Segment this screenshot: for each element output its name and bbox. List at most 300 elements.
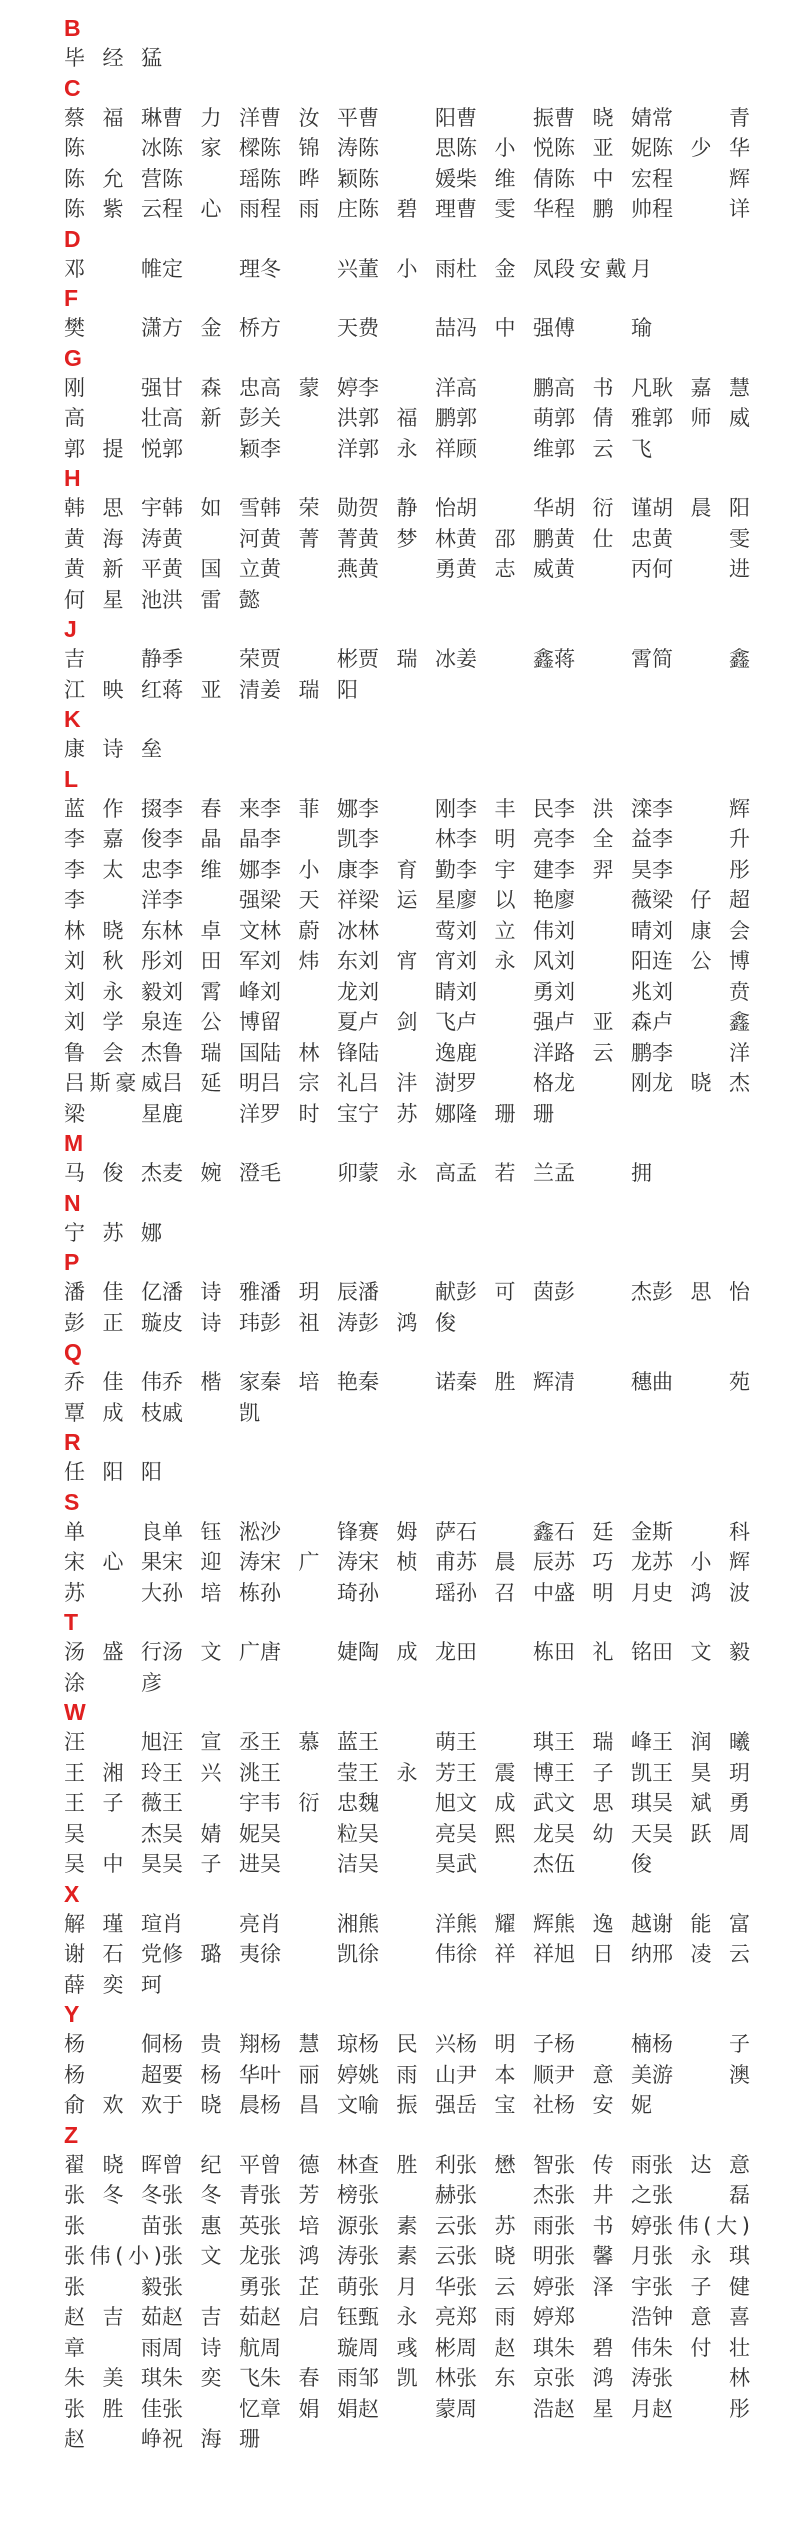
person-name: 李 洋 bbox=[64, 888, 162, 912]
person-name: 苏巧龙 bbox=[554, 1550, 652, 1574]
letter-section bbox=[64, 464, 790, 615]
person-name: 黄梦林 bbox=[358, 526, 456, 551]
person-name: 杨民兴 bbox=[358, 2032, 456, 2056]
person-name: 钟意喜 bbox=[652, 2305, 750, 2329]
person-name: 蒙永高 bbox=[358, 1161, 456, 1185]
person-name: 林卓文 bbox=[162, 918, 260, 943]
person-name: 王 萌 bbox=[358, 1730, 456, 1754]
person-name: 吕宗礼 bbox=[260, 1071, 358, 1095]
person-name: 路云鹏 bbox=[554, 1040, 652, 1065]
name-row bbox=[64, 2211, 790, 2242]
person-name: 董小雨 bbox=[358, 256, 456, 281]
person-name: 吕斯豪威 bbox=[64, 1071, 162, 1095]
person-name: 姜瑞阳 bbox=[260, 677, 358, 702]
section-letter: F bbox=[64, 285, 79, 311]
person-name: 王慕蓝 bbox=[260, 1730, 358, 1754]
person-name: 王湘玲 bbox=[64, 1760, 162, 1785]
person-name: 蔡福琳 bbox=[64, 105, 162, 130]
person-name: 曹雯华 bbox=[456, 197, 554, 221]
person-name: 吴幼天 bbox=[554, 1821, 652, 1846]
person-name: 单钰淞 bbox=[162, 1519, 260, 1544]
person-name: 郭倩雅 bbox=[554, 406, 652, 430]
person-name: 吴子进 bbox=[162, 1852, 260, 1876]
person-name: 张素云 bbox=[358, 2244, 456, 2268]
person-name: 刘永风 bbox=[456, 949, 554, 973]
person-name: 梁仔超 bbox=[652, 888, 750, 912]
name-row bbox=[64, 194, 790, 225]
person-name: 李 强 bbox=[162, 888, 260, 912]
person-name: 汤文广 bbox=[162, 1640, 260, 1664]
person-name: 李 林 bbox=[358, 827, 456, 851]
person-name: 乔楷家 bbox=[162, 1370, 260, 1394]
person-name: 贺静怡 bbox=[358, 496, 456, 520]
person-name: 李 刚 bbox=[358, 796, 456, 821]
name-row bbox=[64, 2029, 790, 2060]
person-name: 翟晓晖 bbox=[64, 2152, 162, 2177]
person-name: 刚 强 bbox=[64, 375, 162, 400]
person-name: 林蔚冰 bbox=[260, 918, 358, 943]
person-name: 潘玥辰 bbox=[260, 1280, 358, 1304]
person-name: 李春来 bbox=[162, 796, 260, 821]
name-row bbox=[64, 855, 790, 886]
person-name: 刘 龙 bbox=[260, 979, 358, 1004]
person-name: 方 天 bbox=[260, 316, 358, 340]
name-row bbox=[64, 2241, 790, 2272]
name-row bbox=[64, 977, 790, 1008]
person-name: 连公博 bbox=[162, 1010, 260, 1034]
person-name: 吉 静 bbox=[64, 647, 162, 671]
name-row bbox=[64, 2180, 790, 2211]
person-name: 程心雨 bbox=[162, 197, 260, 221]
person-name: 郭 萌 bbox=[456, 406, 554, 430]
person-name: 苏晨辰 bbox=[456, 1550, 554, 1574]
name-row bbox=[64, 1398, 790, 1429]
person-name: 曹力洋 bbox=[162, 105, 260, 130]
person-name: 于晓晨 bbox=[162, 2093, 260, 2117]
person-name: 朱奕飞 bbox=[162, 2366, 260, 2390]
person-name: 王震博 bbox=[456, 1760, 554, 1785]
name-row bbox=[64, 373, 790, 404]
person-name: 盛明月 bbox=[554, 1580, 652, 1605]
person-name: 杨 侗 bbox=[64, 2032, 162, 2056]
person-name: 赛姆萨 bbox=[358, 1519, 456, 1544]
person-name: 宋桢甫 bbox=[358, 1550, 456, 1574]
letter-section bbox=[64, 74, 790, 225]
person-name: 郭师威 bbox=[652, 406, 750, 430]
person-name: 邹凯林 bbox=[358, 2366, 456, 2390]
name-row bbox=[64, 2394, 790, 2425]
person-name: 张月华 bbox=[358, 2274, 456, 2299]
name-row bbox=[64, 524, 790, 555]
person-name: 蒋 霄 bbox=[554, 647, 652, 671]
person-name: 郭福鹏 bbox=[358, 406, 456, 430]
person-name: 田礼铭 bbox=[554, 1640, 652, 1664]
person-name: 李菲娜 bbox=[260, 796, 358, 821]
person-name: 张芳榜 bbox=[260, 2183, 358, 2207]
person-name: 黄仕忠 bbox=[554, 526, 652, 551]
person-name: 陈晔颖 bbox=[260, 166, 358, 191]
name-row bbox=[64, 254, 790, 285]
person-name: 张冬冬 bbox=[64, 2183, 162, 2207]
name-row bbox=[64, 1007, 790, 1038]
person-name: 连公博 bbox=[652, 949, 750, 973]
person-name: 陶成龙 bbox=[358, 1640, 456, 1664]
person-name: 廖以艳 bbox=[456, 888, 554, 912]
person-name: 章 雨 bbox=[64, 2335, 162, 2360]
person-name: 定 理 bbox=[162, 256, 260, 281]
person-name: 单 良 bbox=[64, 1519, 162, 1544]
letter-section bbox=[64, 1248, 790, 1338]
section-letter: J bbox=[64, 616, 77, 642]
person-name: 张 毅 bbox=[64, 2274, 162, 2299]
person-name: 郭永祥 bbox=[358, 436, 456, 461]
person-name: 甘森忠 bbox=[162, 375, 260, 400]
person-name: 孟若兰 bbox=[456, 1161, 554, 1185]
person-name: 洪雷懿 bbox=[162, 587, 260, 612]
person-name: 姚雨山 bbox=[358, 2062, 456, 2087]
person-name: 李 洋 bbox=[652, 1040, 750, 1065]
person-name: 李丰民 bbox=[456, 796, 554, 821]
person-name: 张达意 bbox=[652, 2152, 750, 2177]
person-name: 李洪滦 bbox=[554, 796, 652, 821]
person-name: 卢剑飞 bbox=[358, 1010, 456, 1034]
person-name: 张芷萌 bbox=[260, 2274, 358, 2299]
name-row bbox=[64, 585, 790, 616]
person-name: 傅 瑜 bbox=[554, 316, 652, 340]
person-name: 乔佳伟 bbox=[64, 1370, 162, 1394]
name-row bbox=[64, 644, 790, 675]
person-name: 黄 丙 bbox=[554, 557, 652, 581]
person-name: 刘 睛 bbox=[358, 979, 456, 1004]
section-letter: N bbox=[64, 1189, 81, 1216]
person-name: 尹意美 bbox=[554, 2062, 652, 2087]
person-name: 张苏雨 bbox=[456, 2213, 554, 2238]
person-name: 吴斌勇 bbox=[652, 1791, 750, 1815]
person-name: 戚 凯 bbox=[162, 1400, 260, 1425]
person-name: 吴熙龙 bbox=[456, 1821, 554, 1846]
person-name: 段安戴月 bbox=[554, 256, 652, 281]
person-name: 李全益 bbox=[554, 827, 652, 851]
person-name: 张惠英 bbox=[162, 2213, 260, 2238]
person-name: 康诗垒 bbox=[64, 737, 162, 761]
person-name: 周彧彬 bbox=[358, 2335, 456, 2360]
name-row bbox=[64, 164, 790, 195]
person-name: 陈碧理 bbox=[358, 197, 456, 221]
person-name: 张 苗 bbox=[64, 2213, 162, 2238]
person-name: 李维娜 bbox=[162, 857, 260, 882]
person-name: 吴中昊 bbox=[64, 1852, 162, 1876]
person-name: 卢 强 bbox=[456, 1010, 554, 1034]
name-row bbox=[64, 1578, 790, 1609]
person-name: 喻振强 bbox=[358, 2093, 456, 2117]
person-name: 王 琪 bbox=[456, 1730, 554, 1754]
person-name: 曹 振 bbox=[456, 105, 554, 130]
person-name: 徐 伟 bbox=[358, 1942, 456, 1966]
person-name: 杨明子 bbox=[456, 2032, 554, 2056]
person-name: 张 杰 bbox=[456, 2183, 554, 2207]
person-name: 樊 潇 bbox=[64, 316, 162, 340]
letter-section bbox=[64, 1129, 790, 1189]
person-name: 解瑾瑄 bbox=[64, 1911, 162, 1936]
person-name: 吴 昊 bbox=[358, 1852, 456, 1876]
person-name: 龙 刚 bbox=[554, 1071, 652, 1095]
person-name: 王瑞峰 bbox=[554, 1730, 652, 1754]
name-row bbox=[64, 1457, 790, 1488]
person-name: 徐祥祥 bbox=[456, 1942, 554, 1966]
name-row bbox=[64, 103, 790, 134]
letter-section bbox=[64, 1698, 790, 1880]
letter-section bbox=[64, 1428, 790, 1488]
person-name: 张馨月 bbox=[554, 2244, 652, 2268]
section-letter: D bbox=[64, 225, 81, 252]
person-name: 陈紫云 bbox=[64, 197, 162, 221]
letter-section bbox=[64, 1488, 790, 1609]
person-name: 伍 俊 bbox=[554, 1852, 652, 1876]
person-name: 黄国立 bbox=[162, 557, 260, 581]
person-name: 鲁会杰 bbox=[64, 1040, 162, 1065]
person-name: 游 澳 bbox=[652, 2062, 750, 2087]
name-row bbox=[64, 1758, 790, 1789]
person-name: 彭祖涛 bbox=[260, 1310, 358, 1335]
person-name: 黄 雯 bbox=[652, 526, 750, 551]
section-letter: R bbox=[64, 1429, 81, 1455]
name-row bbox=[64, 1517, 790, 1548]
person-name: 王 宇 bbox=[162, 1791, 260, 1815]
person-name: 刘康会 bbox=[652, 918, 750, 943]
person-name: 杨贵翔 bbox=[162, 2032, 260, 2056]
person-name: 文思琪 bbox=[554, 1791, 652, 1815]
section-letter: Y bbox=[64, 2001, 80, 2027]
person-name: 龙晓杰 bbox=[652, 1071, 750, 1095]
person-name: 冯中强 bbox=[456, 316, 554, 340]
person-name: 朱美琪 bbox=[64, 2366, 162, 2390]
person-name: 李 洋 bbox=[260, 436, 358, 461]
name-row bbox=[64, 1367, 790, 1398]
name-row bbox=[64, 1970, 790, 2001]
person-name: 贾 彬 bbox=[260, 647, 358, 671]
person-name: 胡 华 bbox=[456, 496, 554, 520]
person-name: 关 洪 bbox=[260, 406, 358, 430]
name-row bbox=[64, 493, 790, 524]
person-name: 蓝作掇 bbox=[64, 796, 162, 821]
person-name: 张胜佳 bbox=[64, 2396, 162, 2421]
person-name: 姜 鑫 bbox=[456, 647, 554, 671]
person-name: 王永芳 bbox=[358, 1760, 456, 1785]
section-letter: G bbox=[64, 344, 82, 371]
section-letter: B bbox=[64, 15, 81, 41]
person-name: 程鹏帅 bbox=[554, 197, 652, 221]
person-name: 王子薇 bbox=[64, 1791, 162, 1815]
person-name: 秦 诺 bbox=[358, 1370, 456, 1394]
person-name: 田 栋 bbox=[456, 1640, 554, 1664]
person-name: 韩如雪 bbox=[162, 496, 260, 520]
name-row bbox=[64, 434, 790, 465]
name-row bbox=[64, 2272, 790, 2303]
letter-section bbox=[64, 2121, 790, 2455]
person-name: 宁苏娜 bbox=[358, 1101, 456, 1126]
person-name: 陆 逸 bbox=[358, 1040, 456, 1065]
person-name: 张 林 bbox=[652, 2366, 750, 2390]
name-row bbox=[64, 2060, 790, 2091]
name-row bbox=[64, 2150, 790, 2181]
name-row bbox=[64, 1218, 790, 1249]
person-name: 斯 科 bbox=[652, 1519, 750, 1544]
person-name: 高新彭 bbox=[162, 406, 260, 430]
person-name: 黄 河 bbox=[162, 526, 260, 551]
person-name: 程雨庄 bbox=[260, 197, 358, 221]
person-name: 毕经猛 bbox=[64, 46, 162, 70]
person-name: 张冬青 bbox=[162, 2183, 260, 2207]
person-name: 秦胜辉 bbox=[456, 1370, 554, 1394]
person-name: 陆林锋 bbox=[260, 1040, 358, 1065]
person-name: 张鸿涛 bbox=[260, 2244, 358, 2268]
person-name: 刘宵宵 bbox=[358, 949, 456, 973]
letter-section bbox=[64, 1608, 790, 1698]
person-name: 赵启钰 bbox=[260, 2305, 358, 2329]
person-name: 李育勤 bbox=[358, 857, 456, 882]
person-name: 李嘉俊 bbox=[64, 827, 162, 851]
person-name: 方金桥 bbox=[162, 316, 260, 340]
person-name: 江映红 bbox=[64, 677, 162, 702]
person-name: 旭日纳 bbox=[554, 1942, 652, 1966]
person-name: 宋心果 bbox=[64, 1550, 162, 1574]
person-name: 鲁瑞国 bbox=[162, 1040, 260, 1065]
person-name: 李晶晶 bbox=[162, 827, 260, 851]
person-name: 吴 粒 bbox=[260, 1821, 358, 1846]
person-name: 李明亮 bbox=[456, 827, 554, 851]
person-name: 熊逸越 bbox=[554, 1911, 652, 1936]
section-letter: Z bbox=[64, 2121, 79, 2148]
person-name: 黄 燕 bbox=[260, 557, 358, 581]
name-row bbox=[64, 1038, 790, 1069]
section-letter: X bbox=[64, 1880, 80, 1907]
letter-section bbox=[64, 225, 790, 285]
person-name: 赵吉茹 bbox=[162, 2305, 260, 2329]
person-name: 任阳阳 bbox=[64, 1460, 162, 1484]
person-name: 肖 亮 bbox=[162, 1911, 260, 1936]
name-row bbox=[64, 1909, 790, 1940]
person-name: 宋迎涛 bbox=[162, 1550, 260, 1574]
person-name: 刘 晴 bbox=[554, 918, 652, 943]
person-name: 吴 洁 bbox=[260, 1852, 358, 1876]
person-name: 曲 苑 bbox=[652, 1370, 750, 1394]
person-name: 蒋亚清 bbox=[162, 677, 260, 702]
name-row bbox=[64, 403, 790, 434]
person-name: 陈少华 bbox=[652, 136, 750, 160]
section-letter: Q bbox=[64, 1339, 82, 1365]
person-name: 秦培艳 bbox=[260, 1370, 358, 1394]
person-name: 石 鑫 bbox=[456, 1519, 554, 1544]
person-name: 张书婷 bbox=[554, 2213, 652, 2238]
person-name: 潘 献 bbox=[358, 1280, 456, 1304]
person-name: 陈小悦 bbox=[456, 136, 554, 160]
person-name: 朱付壮 bbox=[652, 2335, 750, 2360]
person-name: 陈亚妮 bbox=[554, 136, 652, 160]
person-name: 高书凡 bbox=[554, 375, 652, 400]
section-letter: L bbox=[64, 765, 79, 792]
person-name: 费 喆 bbox=[358, 316, 456, 340]
person-name: 张 忆 bbox=[162, 2396, 260, 2421]
person-name: 陈 媛 bbox=[358, 166, 456, 191]
person-name: 孙召中 bbox=[456, 1580, 554, 1605]
person-name: 赵 蒙 bbox=[358, 2396, 456, 2421]
person-name: 卢亚森 bbox=[554, 1010, 652, 1034]
person-name: 孙 琦 bbox=[260, 1580, 358, 1605]
section-letter: K bbox=[64, 706, 81, 732]
person-name: 李 辉 bbox=[652, 796, 750, 821]
person-name: 王兴洮 bbox=[162, 1760, 260, 1785]
person-name: 要杨华 bbox=[162, 2062, 260, 2087]
person-name: 贾瑞冰 bbox=[358, 647, 456, 671]
letter-section bbox=[64, 14, 790, 74]
person-name: 郭 颖 bbox=[162, 436, 260, 461]
person-name: 李 洋 bbox=[358, 375, 456, 400]
name-row bbox=[64, 43, 790, 74]
person-name: 杜金凤 bbox=[456, 256, 554, 281]
section-letter: W bbox=[64, 1699, 86, 1725]
name-row bbox=[64, 1668, 790, 1699]
person-name: 黄 勇 bbox=[358, 557, 456, 581]
person-name: 张晓明 bbox=[456, 2244, 554, 2268]
person-name: 梁 星 bbox=[64, 1101, 162, 1126]
person-name: 张素云 bbox=[358, 2213, 456, 2238]
person-name: 周 浩 bbox=[456, 2396, 554, 2421]
person-name: 高 壮 bbox=[64, 406, 162, 430]
person-name: 吴婧妮 bbox=[162, 1821, 260, 1846]
person-name: 熊 洋 bbox=[358, 1911, 456, 1936]
person-name: 韦衍忠 bbox=[260, 1791, 358, 1815]
person-name: 魏 旭 bbox=[358, 1791, 456, 1815]
person-name: 章娟娟 bbox=[260, 2396, 358, 2421]
section-letter: C bbox=[64, 74, 81, 101]
person-name: 陈允营 bbox=[64, 166, 162, 191]
person-name: 刘学泉 bbox=[64, 1010, 162, 1034]
person-name: 曹晓婧 bbox=[554, 105, 652, 130]
person-name: 肖 湘 bbox=[260, 1911, 358, 1936]
name-row bbox=[64, 1158, 790, 1189]
person-name: 耿嘉慧 bbox=[652, 375, 750, 400]
person-name: 陈 思 bbox=[358, 136, 456, 160]
person-name: 张子健 bbox=[652, 2274, 750, 2299]
person-name: 张泽宇 bbox=[554, 2274, 652, 2299]
person-name: 鹿 洋 bbox=[162, 1101, 260, 1126]
person-name: 汤盛行 bbox=[64, 1640, 162, 1664]
person-name: 简 鑫 bbox=[652, 647, 750, 671]
person-name: 郭提悦 bbox=[64, 436, 162, 461]
person-name: 谢能富 bbox=[652, 1911, 750, 1936]
person-name: 刘 勇 bbox=[456, 979, 554, 1004]
person-name: 王子凯 bbox=[554, 1760, 652, 1785]
person-name: 陈 瑶 bbox=[162, 166, 260, 191]
person-name: 彭正璇 bbox=[64, 1310, 162, 1335]
name-row bbox=[64, 313, 790, 344]
person-name: 邓 帷 bbox=[64, 256, 162, 281]
person-name: 张 磊 bbox=[652, 2183, 750, 2207]
person-name: 梁天祥 bbox=[260, 888, 358, 912]
person-name: 刘立伟 bbox=[456, 918, 554, 943]
person-name: 杨安妮 bbox=[554, 2093, 652, 2117]
person-name: 彭鸿俊 bbox=[358, 1310, 456, 1335]
person-name: 张云婷 bbox=[456, 2274, 554, 2299]
person-name: 顾 维 bbox=[456, 436, 554, 461]
person-name: 冬 兴 bbox=[260, 256, 358, 281]
letter-section bbox=[64, 705, 790, 765]
person-name: 汪宣丞 bbox=[162, 1730, 260, 1754]
person-name: 叶丽婷 bbox=[260, 2062, 358, 2087]
person-name: 曹汝平 bbox=[260, 105, 358, 130]
person-name: 清 穗 bbox=[554, 1370, 652, 1394]
person-name: 薛奕珂 bbox=[64, 1972, 162, 1997]
